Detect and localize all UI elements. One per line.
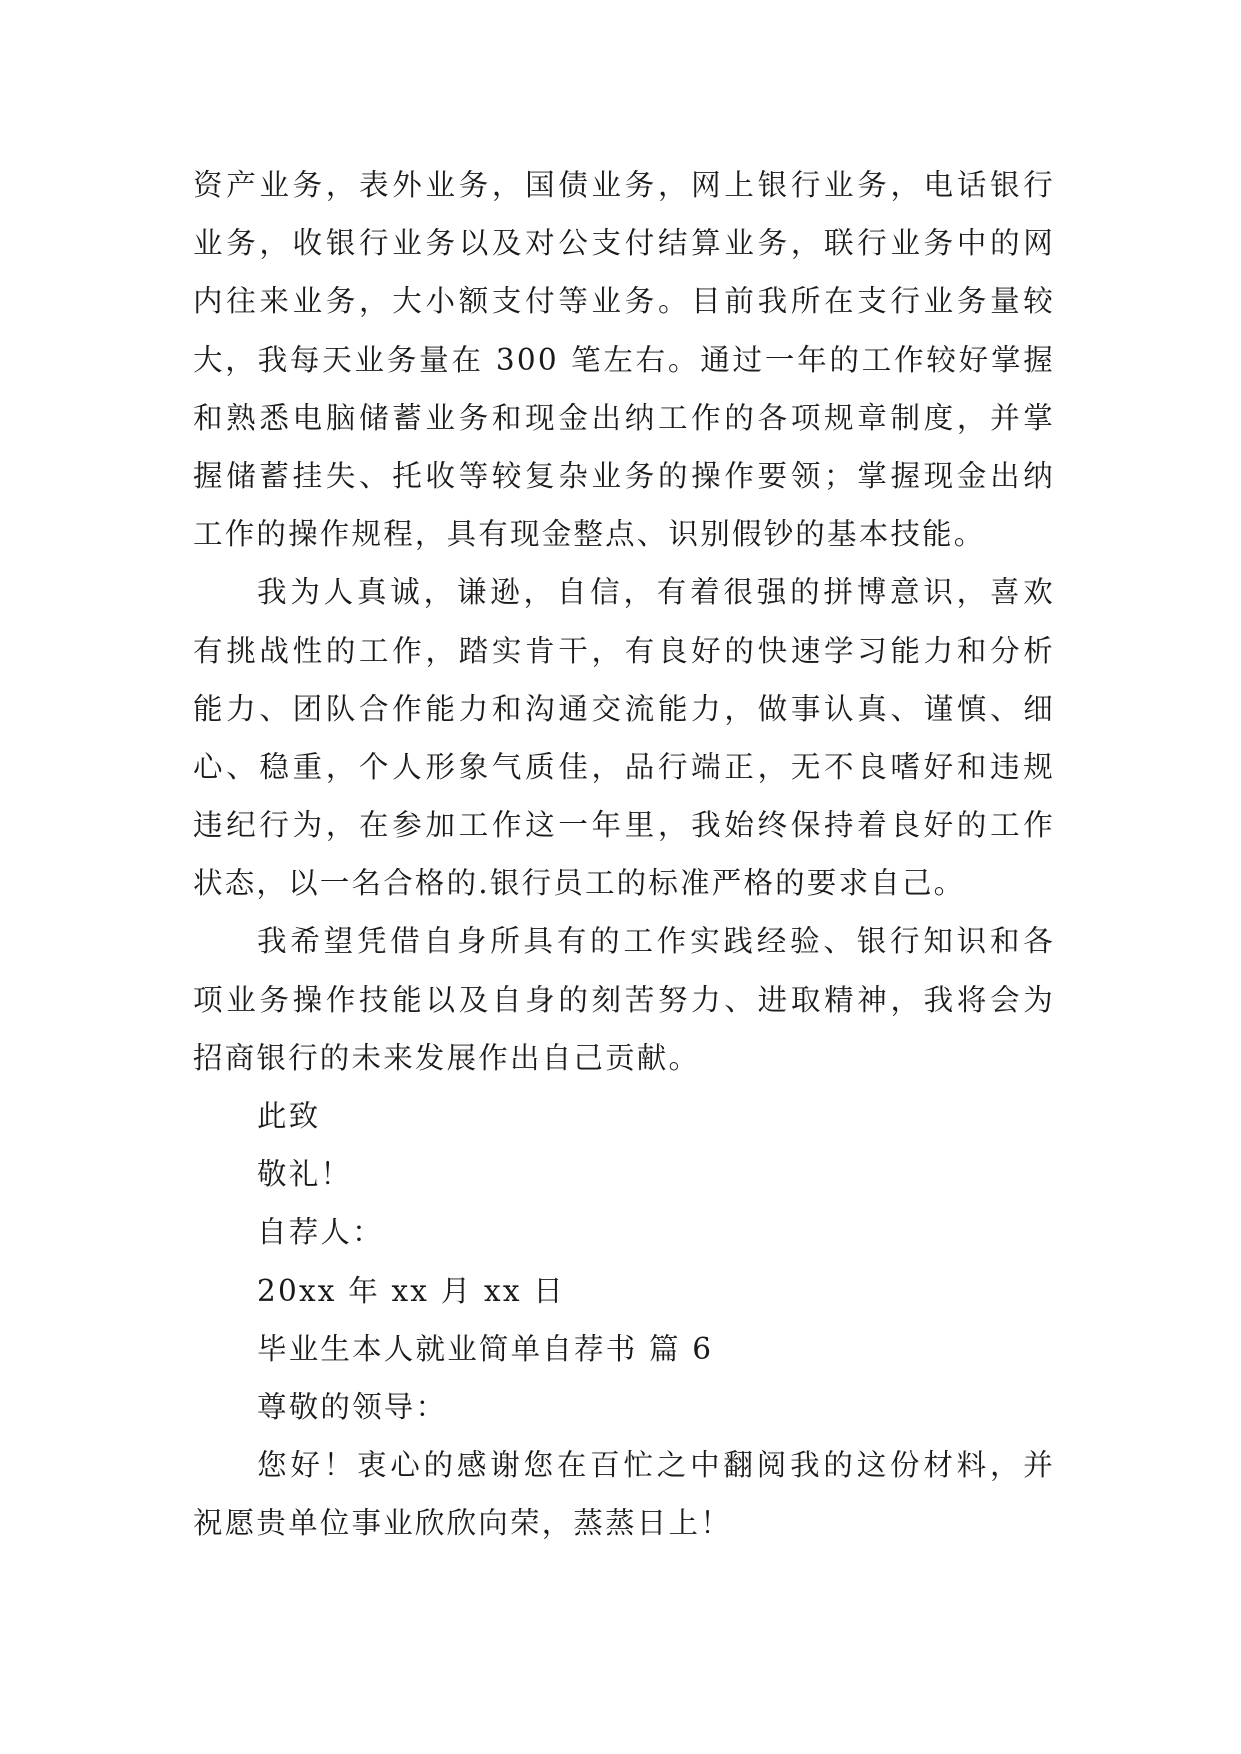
- letter-greeting: 尊敬的领导：: [257, 1389, 448, 1424]
- paragraph-line: 我为人真诚，谦逊，自信，有着很强的拼博意识，喜欢: [257, 575, 1055, 610]
- paragraph-line: 和熟悉电脑储蓄业务和现金出纳工作的各项规章制度，并掌: [193, 400, 1055, 435]
- paragraph-line: 握储蓄挂失、托收等较复杂业务的操作要领；掌握现金出纳: [193, 458, 1055, 493]
- paragraph-line: 工作的操作规程，具有现金整点、识别假钞的基本技能。: [193, 517, 986, 552]
- paragraph-line: 大，我每天业务量在 300 笔左右。通过一年的工作较好掌握: [193, 342, 1055, 377]
- paragraph-line: 状态，以一名合格的.银行员工的标准严格的要求自己。: [193, 866, 966, 901]
- paragraph-line: 违纪行为，在参加工作这一年里，我始终保持着良好的工作: [193, 808, 1055, 843]
- letter-title: 毕业生本人就业简单自荐书 篇 6: [257, 1331, 714, 1366]
- paragraph-line: 您好！衷心的感谢您在百忙之中翻阅我的这份材料，并: [257, 1448, 1055, 1483]
- paragraph-line: 项业务操作技能以及自身的刻苦努力、进取精神，我将会为: [193, 982, 1055, 1017]
- paragraph-line: 内往来业务，大小额支付等业务。目前我所在支行业务量较: [193, 284, 1055, 319]
- paragraph-line: 心、稳重，个人形象气质佳，品行端正，无不良嗜好和违规: [193, 749, 1055, 784]
- paragraph-line: 招商银行的未来发展作出自己贡献。: [193, 1040, 701, 1075]
- document-body: [193, 156, 1055, 1553]
- paragraph-line: 我希望凭借自身所具有的工作实践经验、银行知识和各: [257, 924, 1055, 959]
- paragraph-line: 祝愿贵单位事业欣欣向荣，蒸蒸日上！: [193, 1506, 732, 1541]
- paragraph-line: 业务，收银行业务以及对公支付结算业务，联行业务中的网: [193, 226, 1055, 261]
- paragraph-line: 有挑战性的工作，踏实肯干，有良好的快速学习能力和分析: [193, 633, 1055, 668]
- closing-regards: 敬礼！: [257, 1157, 353, 1192]
- paragraph-line: 资产业务，表外业务，国债业务，网上银行业务，电话银行: [193, 168, 1055, 202]
- letter-date: 20xx 年 xx 月 xx 日: [257, 1273, 565, 1308]
- closing-salutation: 此致: [257, 1099, 321, 1133]
- signer-label: 自荐人：: [257, 1215, 384, 1250]
- paragraph-line: 能力、团队合作能力和沟通交流能力，做事认真、谨慎、细: [193, 691, 1055, 726]
